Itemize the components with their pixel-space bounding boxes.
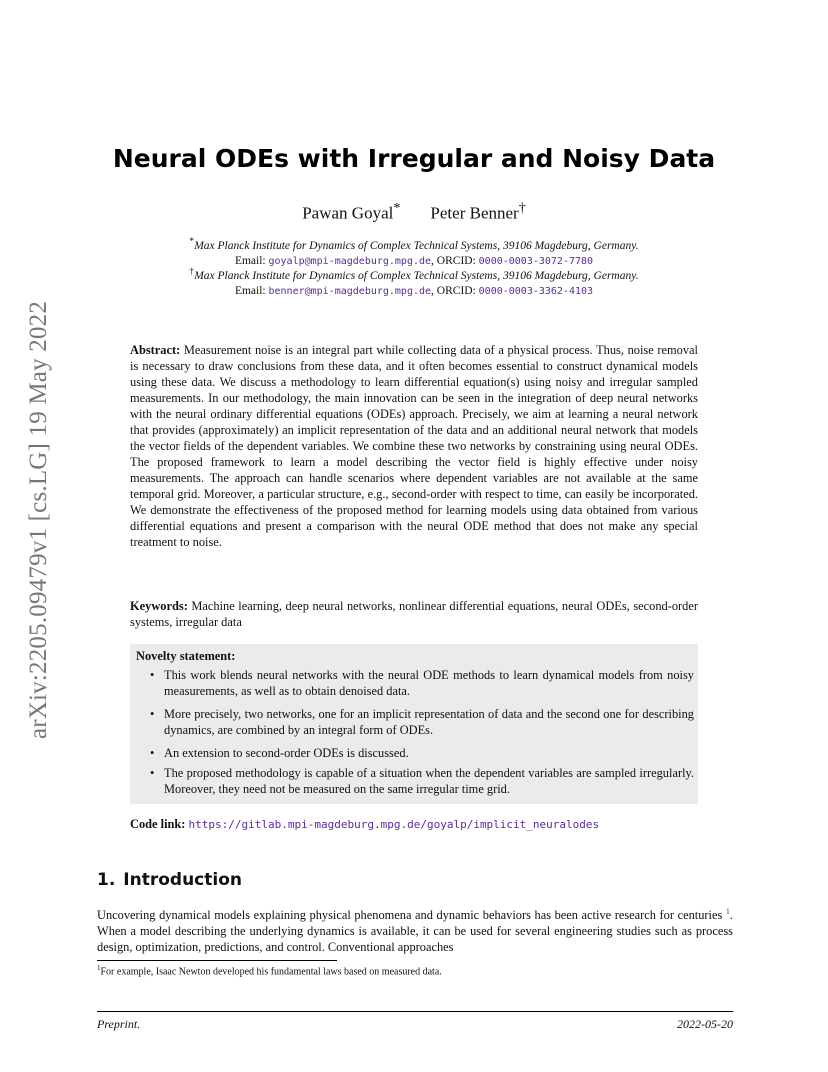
footnote-divider (97, 960, 337, 961)
novelty-item (150, 706, 694, 738)
novelty-item (150, 667, 694, 699)
intro-text: . When a model describing the underlying dynamics is available, it can be used for several engineering studies such as process design, optimization, predictions, and control. Conventional approaches (97, 908, 733, 955)
orcid-label: , ORCID: (431, 284, 476, 297)
email-label: Email: (234, 254, 266, 267)
affiliation-institution: Max Planck Institute for Dynamics of Complex Technical Systems, 39106 Magdeburg, Germany. (194, 239, 639, 252)
section-heading (97, 870, 242, 890)
affiliation-mark: * (189, 236, 195, 247)
author-mark: † (518, 200, 526, 216)
bullet-icon: • (150, 766, 155, 780)
novelty-item-text: The proposed methodology is capable of a situation when the dependent variables are sampled irregularly. Moreover, they need not be measured on the same irregular time grid. (164, 766, 694, 796)
bullet-icon: • (150, 746, 155, 760)
abstract-text: Measurement noise is an integral part while collecting data of a physical process. Thus, noise removal is necessary to draw conclusions from these data, and it often becomes essential to construct dynamical models using these data. We discuss a methodology to learn differential equation(s) using noisy and irregular sampled measurements. In our methodology, the main innovation can be seen in the integration of deep neural networks with the neural ordinary differential equations (ODEs) approach. Precisely, we aim at learning a neural network that provides (approximately) an implicit representation of the data and an additional neural network that models the vector fields of the dependent variables. We combine these two networks by constraining using neural ODEs. The proposed framework to learn a model describing the vector field is highly effective under noisy measurements. The approach can handle scenarios where dependent variables are not available at the same temporal grid. Moreover, a particular structure, e.g., second-order with respect to time, can easily be incorporated. We demonstrate the effectiveness of the proposed method for learning models using data obtained from various differential equations and present a comparison with the neural ODE method that does not make any special treatment to noise. (130, 343, 698, 549)
footer-preprint: Preprint. (97, 1017, 141, 1031)
novelty-item (150, 765, 694, 797)
novelty-item-text: An extension to second-order ODEs is discussed. (164, 746, 409, 760)
orcid-link[interactable]: 0000-0003-3072-7780 (478, 255, 594, 267)
section-title: Introduction (123, 870, 242, 890)
code-link-label: Code link: (130, 817, 186, 831)
arxiv-sidebar (24, 280, 54, 760)
footnote-text: For example, Isaac Newton developed his fundamental laws based on measured data. (100, 966, 442, 978)
footnote-mark: 1 (97, 964, 101, 972)
intro-paragraph (97, 904, 733, 955)
keywords-label: Keywords: (130, 599, 188, 613)
orcid-label: , ORCID: (431, 254, 476, 267)
abstract-label: Abstract: (130, 343, 181, 357)
code-link-line (130, 817, 730, 832)
novelty-heading: Novelty statement: (136, 649, 236, 663)
keywords (130, 598, 698, 630)
abstract (130, 342, 698, 550)
keywords-text: Machine learning, deep neural networks, nonlinear differential equations, neural ODEs, second-order systems, irregular data (130, 599, 698, 629)
footnote (97, 964, 733, 977)
email-label: Email: (234, 284, 266, 297)
footer-divider (97, 1011, 733, 1012)
email-link[interactable]: goyalp@mpi-magdeburg.mpg.de (268, 255, 432, 267)
arxiv-identifier: arXiv:2205.09479v1 [cs.LG] 19 May 2022 (25, 300, 52, 740)
bullet-icon: • (150, 668, 155, 682)
code-link-url[interactable]: https://gitlab.mpi-magdeburg.mpg.de/goyalp/implicit_neuralodes (188, 818, 600, 831)
affiliation (0, 264, 828, 299)
bullet-icon: • (150, 707, 155, 721)
novelty-item-text: This work blends neural networks with the neural ODE methods to learn dynamical models from noisy measurements, as well as to obtain denoised data. (164, 668, 694, 698)
section-number: 1. (97, 870, 116, 890)
author-mark: * (393, 200, 401, 216)
affiliation-institution: Max Planck Institute for Dynamics of Complex Technical Systems, 39106 Magdeburg, Germany. (194, 269, 639, 282)
paper-title: Neural ODEs with Irregular and Noisy Data (112, 144, 716, 173)
novelty-item (150, 745, 694, 761)
author-name: Peter Benner (430, 203, 519, 223)
novelty-item-text: More precisely, two networks, one for an implicit representation of data and the second one for describing dynamics, are combined by an integral form of ODEs. (164, 707, 694, 737)
author-name: Pawan Goyal (302, 203, 394, 223)
intro-text: Uncovering dynamical models explaining physical phenomena and dynamic behaviors has been active research for centuries (97, 908, 723, 923)
orcid-link[interactable]: 0000-0003-3362-4103 (478, 285, 594, 297)
footnote-ref-link[interactable]: 1 (725, 907, 730, 916)
footer-date: 2022-05-20 (677, 1017, 733, 1031)
novelty-box (130, 644, 698, 804)
affiliation-mark: † (189, 266, 195, 277)
email-link[interactable]: benner@mpi-magdeburg.mpg.de (268, 285, 432, 297)
author-list (0, 200, 828, 224)
